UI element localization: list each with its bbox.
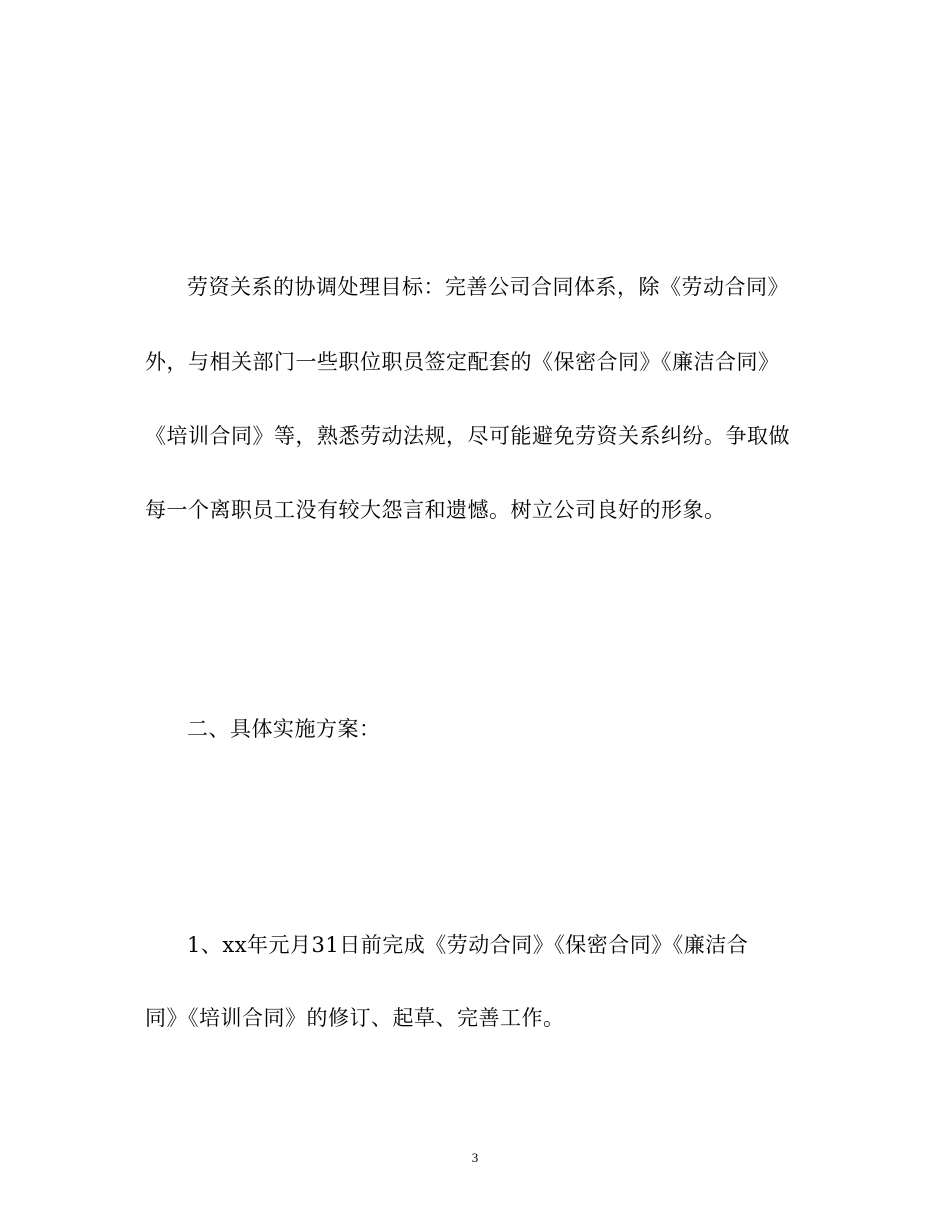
paragraph-labor-relations-line-1: 劳资关系的协调处理目标：完善公司合同体系，除《劳动合同》 [187,275,789,299]
page-number: 3 [471,1150,479,1165]
list-item-1-line-1: 1、xx年元月31日前完成《劳动合同》《保密合同》《廉洁合 [187,933,749,957]
paragraph-labor-relations-line-2: 外，与相关部门一些职位职员签定配套的《保密合同》《廉洁合同》 [145,350,780,374]
paragraph-labor-relations-line-3: 《培训合同》等，熟悉劳动法规，尽可能避免劳资关系纠纷。争取做 [145,424,790,448]
paragraph-labor-relations-line-4: 每一个离职员工没有较大怨言和遗憾。树立公司良好的形象。 [145,498,726,522]
list-item-1-line-2: 同》《培训合同》的修订、起草、完善工作。 [145,1006,565,1030]
section-heading-implementation-plan: 二、具体实施方案： [187,717,381,741]
